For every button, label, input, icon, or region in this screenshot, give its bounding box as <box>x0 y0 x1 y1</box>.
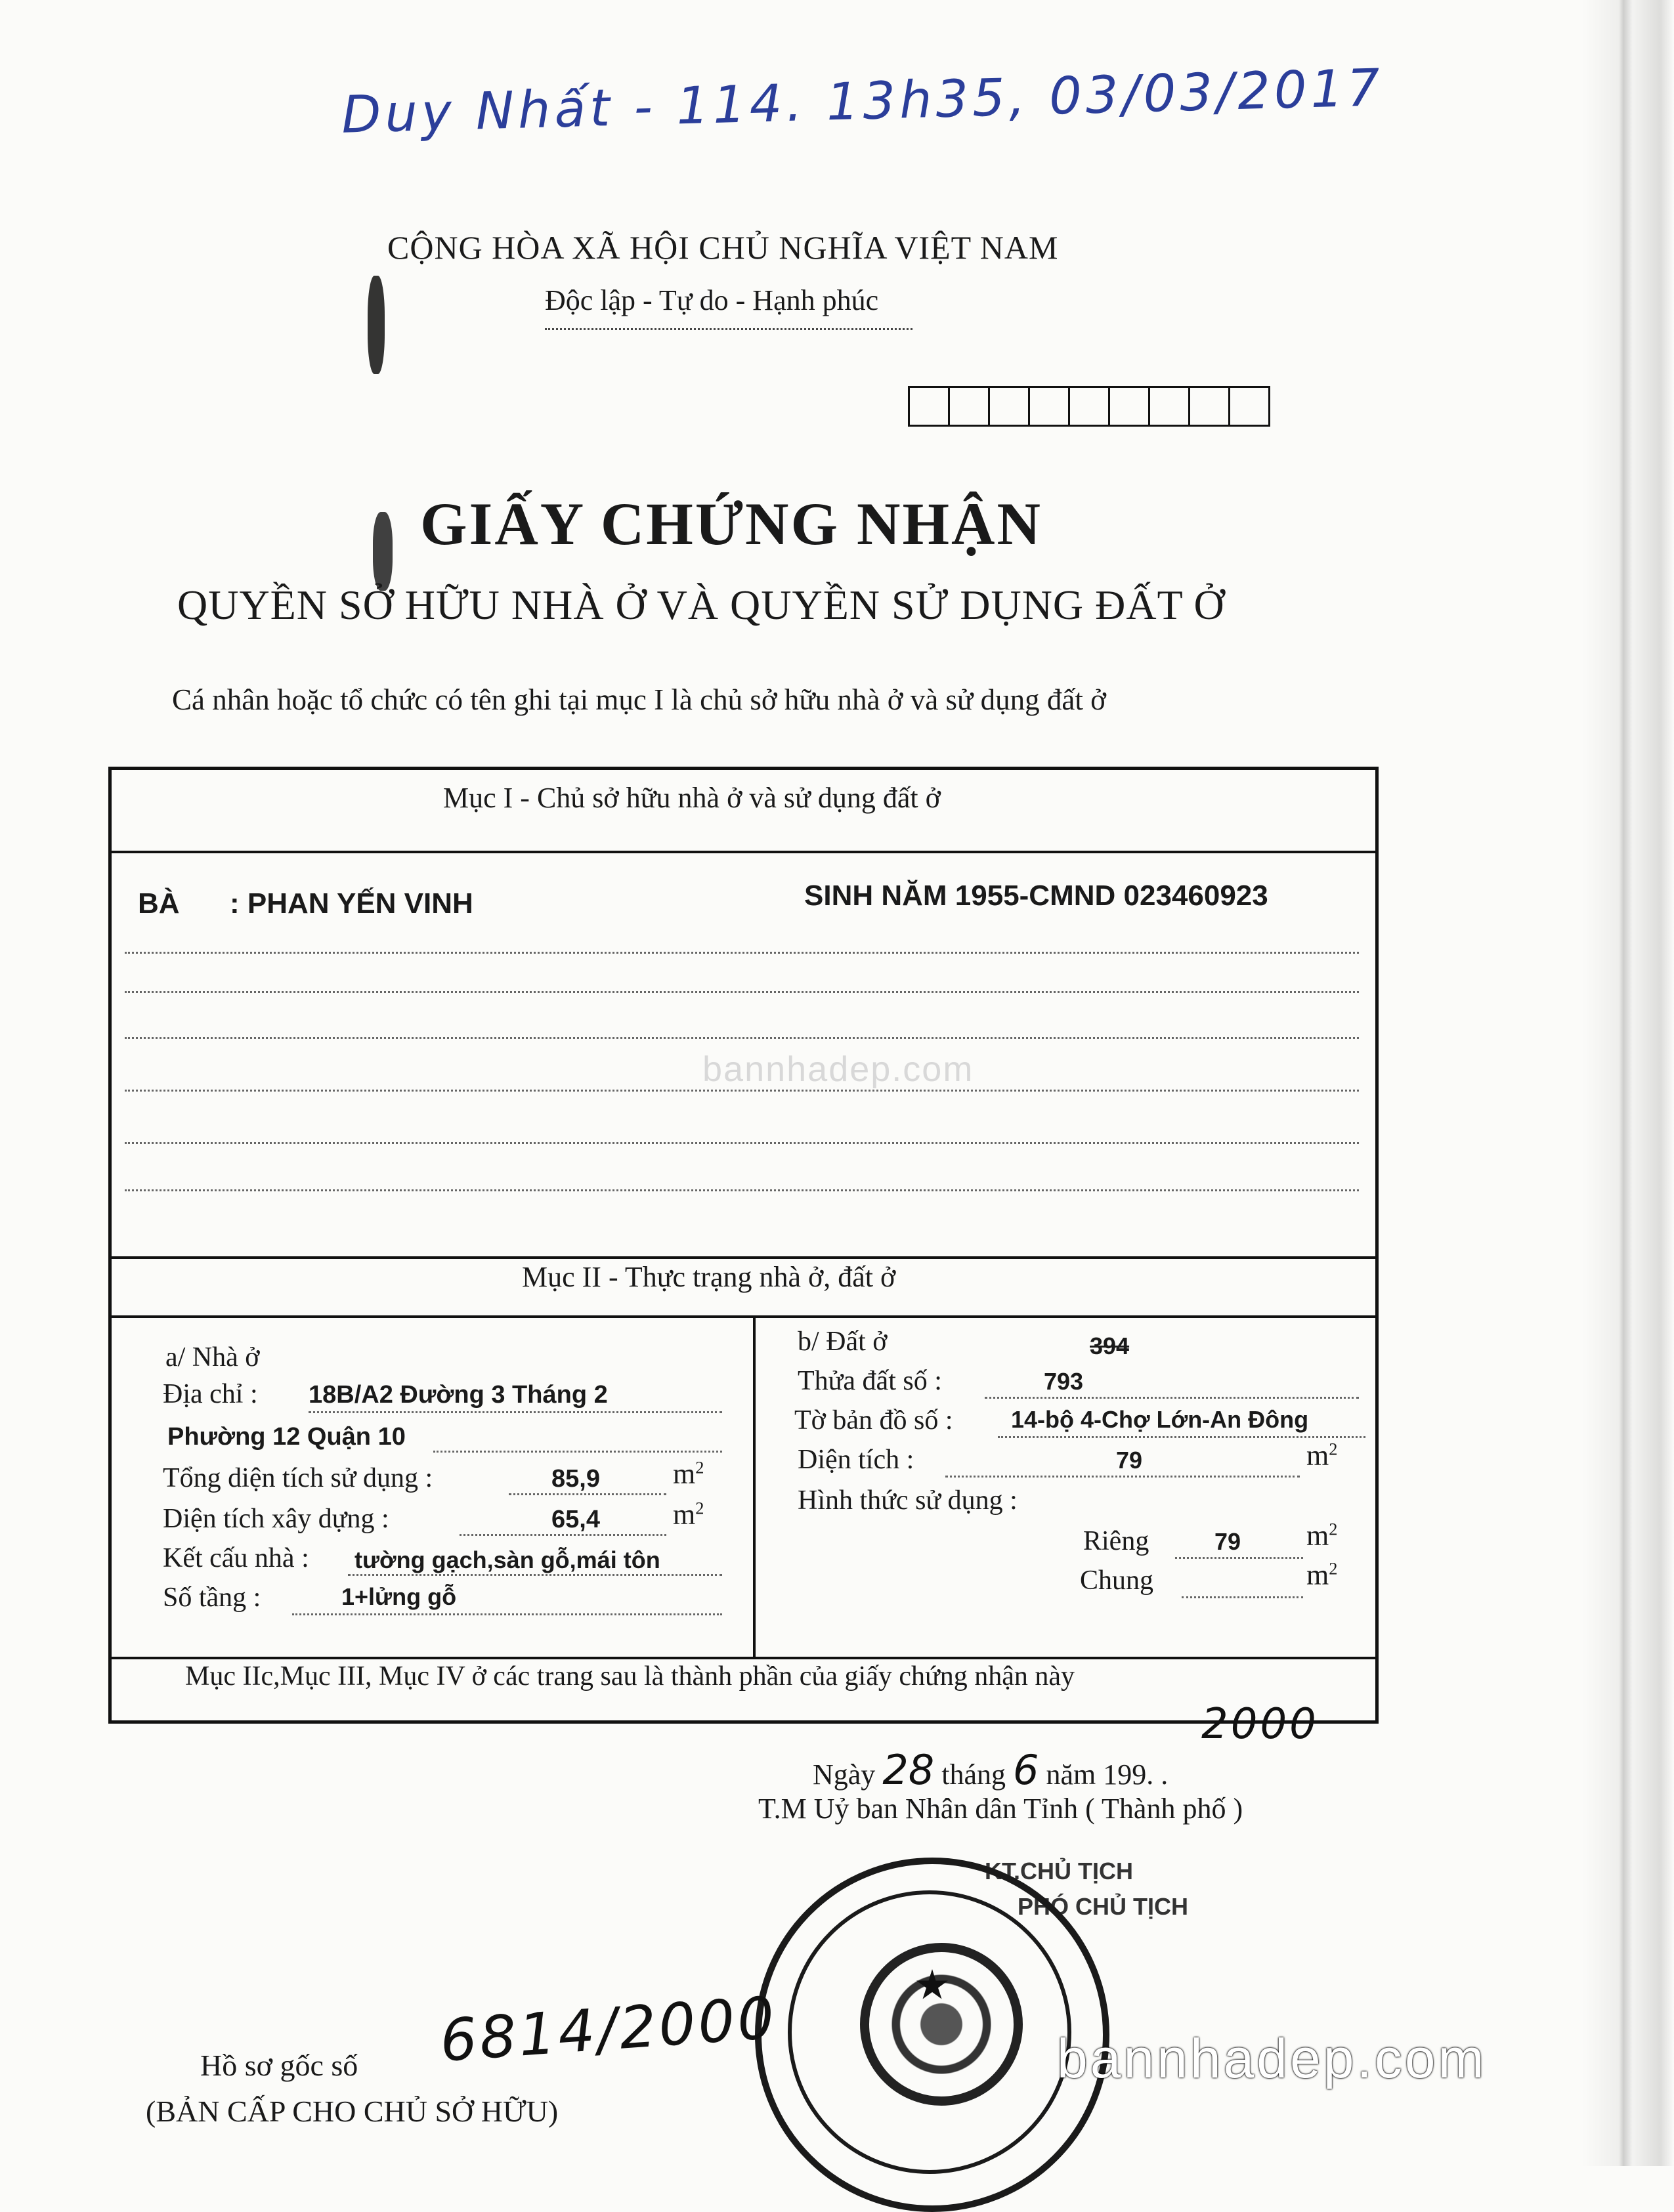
dotted-line <box>125 1090 1359 1092</box>
map-value: 14-bộ 4-Chợ Lớn-An Đông <box>1011 1406 1309 1433</box>
dotted-line <box>125 952 1359 954</box>
shared-unit <box>1306 1558 1337 1592</box>
build-area-value: 65,4 <box>551 1506 600 1533</box>
floors-label: Số tầng : <box>163 1583 261 1613</box>
build-area-dotted <box>460 1534 666 1536</box>
address-dotted-line2 <box>433 1451 722 1453</box>
certificate-title: GIẤY CHỨNG NHẬN <box>420 490 1042 557</box>
area-unit <box>1306 1439 1337 1472</box>
shared-label: Chung <box>1080 1565 1154 1596</box>
address-dotted-line <box>309 1411 722 1413</box>
shared-dotted <box>1182 1596 1303 1598</box>
house-heading: a/ Nhà ở <box>165 1342 260 1372</box>
signatory-line1: T.M Uỷ ban Nhân dân Tỉnh ( Thành phố ) <box>758 1793 1243 1825</box>
motto-underline <box>545 328 912 330</box>
section2-footer-divider <box>108 1657 1379 1659</box>
month-label: tháng <box>941 1758 1006 1791</box>
ink-smudge <box>373 512 393 591</box>
structure-value: tường gạch,sàn gỗ,mái tôn <box>354 1546 660 1573</box>
unit-sup: 2 <box>1329 1558 1338 1579</box>
section2-footer: Mục IIc,Mục III, Mục IV ở các trang sau là thành phần của giấy chứng nhận này <box>185 1661 1075 1691</box>
area-value: 79 <box>1116 1447 1143 1474</box>
owner-title: BÀ <box>138 887 180 920</box>
day-value: 28 <box>882 1746 935 1794</box>
year-label: năm 199 <box>1046 1758 1147 1791</box>
dotted-line <box>125 1142 1359 1144</box>
section2-top-divider <box>108 1256 1379 1259</box>
certificate-subtitle: QUYỀN SỞ HỮU NHÀ Ở VÀ QUYỀN SỬ DỤNG ĐẤT Ở <box>177 582 1225 628</box>
year-dots: . . <box>1146 1758 1169 1791</box>
unit-sup: 2 <box>695 1457 704 1478</box>
total-area-value: 85,9 <box>551 1465 600 1493</box>
private-value: 79 <box>1214 1528 1241 1555</box>
address-label: Địa chỉ : <box>163 1379 258 1409</box>
year-handwritten: 2000 <box>1201 1700 1319 1749</box>
official-seal <box>755 1858 1109 2212</box>
date-line <box>813 1746 1168 1794</box>
total-area-unit <box>673 1457 704 1491</box>
section2-heading: Mục II - Thực trạng nhà ở, đất ở <box>522 1261 896 1293</box>
map-dotted <box>998 1436 1365 1438</box>
owner-info: SINH NĂM 1955-CMND 023460923 <box>804 880 1268 912</box>
usage-label: Hình thức sử dụng : <box>798 1485 1018 1516</box>
page-edge-shadow <box>1582 0 1674 2166</box>
ink-smudge <box>368 276 385 374</box>
section1-divider <box>108 851 1379 853</box>
land-heading: b/ Đất ở <box>798 1327 888 1357</box>
parcel-value: 793 <box>1044 1368 1084 1395</box>
owner-name: : PHAN YẾN VINH <box>230 887 473 920</box>
copy-note: (BẢN CẤP CHO CHỦ SỞ HỮU) <box>146 2095 559 2128</box>
build-area-unit <box>673 1498 704 1531</box>
record-number: 6814/2000 <box>438 1984 779 2075</box>
address-line1: 18B/A2 Đường 3 Tháng 2 <box>309 1381 608 1409</box>
section2-subheader-divider <box>108 1315 1379 1318</box>
unit-m: m <box>1306 1439 1329 1472</box>
handwritten-note: Duy Nhất - 114. 13h35, 03/03/2017 <box>341 58 1384 145</box>
section1-heading: Mục I - Chủ sở hữu nhà ở và sử dụng đất ở <box>443 782 941 814</box>
unit-m: m <box>1306 1559 1329 1591</box>
parcel-value-struck: 394 <box>1090 1332 1130 1359</box>
address-line2: Phường 12 Quận 10 <box>167 1423 406 1451</box>
day-label: Ngày <box>813 1758 876 1791</box>
floors-dotted <box>292 1613 722 1615</box>
map-label: Tờ bản đồ số : <box>794 1405 953 1436</box>
unit-sup: 2 <box>695 1498 704 1518</box>
dotted-line <box>125 991 1359 993</box>
parcel-label: Thửa đất số : <box>798 1366 942 1396</box>
unit-m: m <box>673 1458 696 1490</box>
unit-sup: 2 <box>1329 1519 1338 1539</box>
watermark-corner: bannhadep.com <box>1057 2028 1487 2089</box>
total-area-dotted <box>509 1493 666 1495</box>
dotted-line <box>125 1189 1359 1191</box>
signatory-line3: PHÓ CHỦ TỊCH <box>1018 1893 1188 1920</box>
watermark-center: bannhadep.com <box>702 1050 974 1089</box>
record-label: Hồ sơ gốc số <box>200 2049 358 2082</box>
intro-text: Cá nhân hoặc tổ chức có tên ghi tại mục I là chủ sở hữu nhà ở và sử dụng đất ở <box>172 683 1106 716</box>
serial-number-boxes <box>910 386 1270 430</box>
unit-sup: 2 <box>1329 1439 1338 1459</box>
signatory-line2: KT.CHỦ TỊCH <box>985 1858 1133 1884</box>
floors-value: 1+lửng gỗ <box>341 1583 457 1610</box>
unit-m: m <box>1306 1520 1329 1552</box>
private-unit <box>1306 1519 1337 1552</box>
dotted-line <box>125 1037 1359 1039</box>
area-label: Diện tích : <box>798 1445 914 1475</box>
month-value: 6 <box>1012 1746 1039 1794</box>
republic-header: CỘNG HÒA XÃ HỘI CHỦ NGHĨA VIỆT NAM <box>387 229 1059 266</box>
private-dotted <box>1175 1557 1303 1559</box>
total-area-label: Tổng diện tích sử dụng : <box>163 1463 433 1493</box>
parcel-dotted <box>985 1397 1359 1399</box>
structure-dotted <box>348 1574 722 1576</box>
unit-m: m <box>673 1499 696 1531</box>
structure-label: Kết cấu nhà : <box>163 1543 309 1573</box>
private-label: Riêng <box>1083 1526 1149 1556</box>
build-area-label: Diện tích xây dựng : <box>163 1504 389 1534</box>
motto: Độc lập - Tự do - Hạnh phúc <box>545 284 879 316</box>
area-dotted <box>945 1476 1300 1478</box>
section2-column-divider <box>753 1315 756 1657</box>
